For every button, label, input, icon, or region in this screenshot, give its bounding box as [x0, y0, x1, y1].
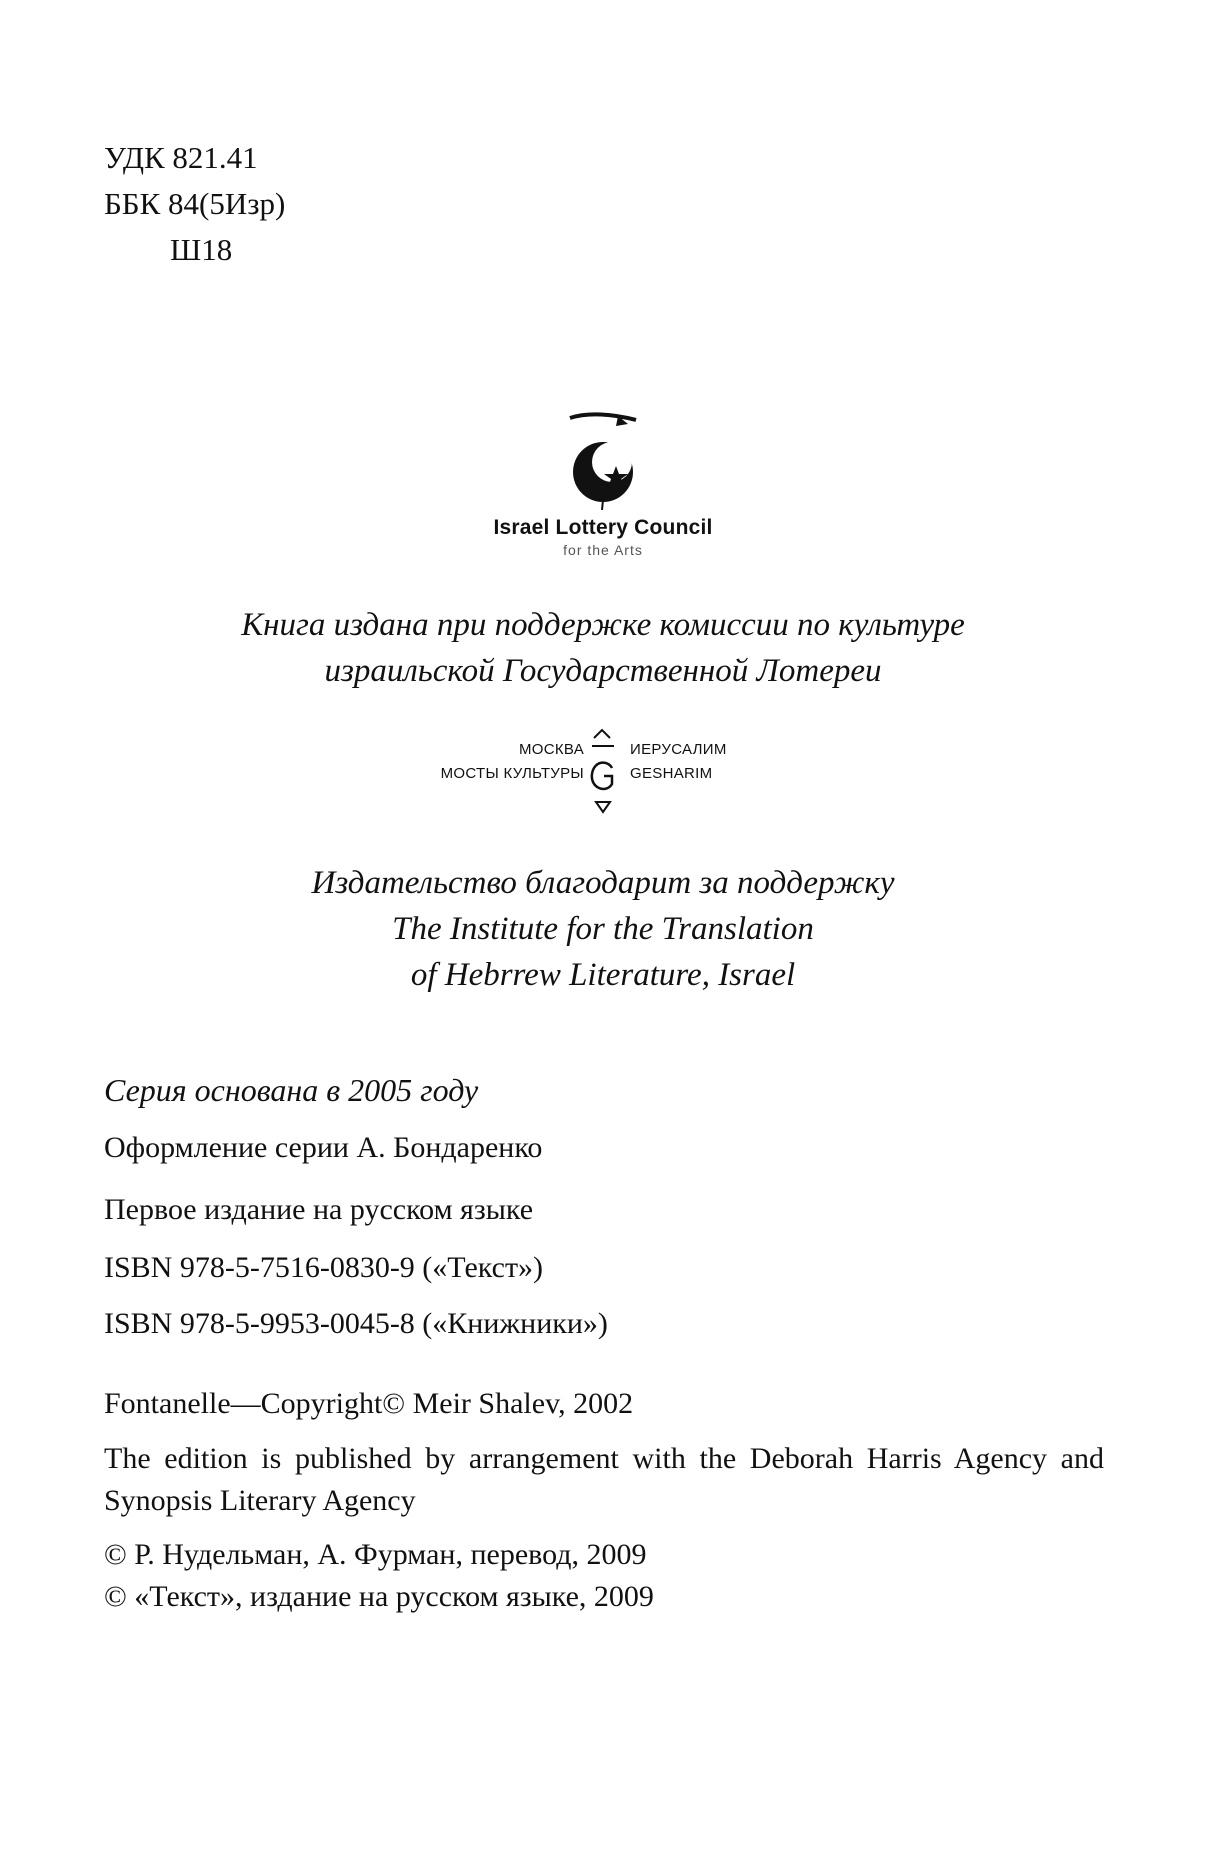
support-note-line: израильской Государственной Лотереи — [324, 653, 882, 689]
lottery-council-logo — [0, 410, 1206, 558]
thanks-note-line: The Institute for the Translation — [392, 911, 814, 947]
gesharim-name-label: GESHARIM — [630, 765, 713, 782]
gesharim-right-text — [630, 738, 727, 786]
publisher-copyright: © «Текст», издание на русском языке, 2009 — [104, 1580, 654, 1613]
thanks-note — [0, 860, 1206, 998]
gesharim-logo — [0, 720, 1206, 816]
edition-arrangement: The edition is published by arrangement with the Deborah Harris Agency and Synopsis Literary Agency — [104, 1442, 1104, 1517]
support-note — [0, 602, 1206, 694]
gesharim-bridges-label: МОСТЫ КУЛЬТУРЫ — [440, 765, 584, 782]
isbn-tekst: ISBN 978-5-7516-0830-9 («Текст») — [104, 1251, 544, 1284]
translation-copyright: © Р. Нудельман, А. Фурман, перевод, 2009 — [104, 1538, 647, 1571]
original-copyright: Fontanelle—Copyright© Meir Shalev, 2002 — [104, 1387, 634, 1420]
gesharim-g-icon — [580, 724, 626, 816]
classification-block — [104, 135, 285, 273]
imprint-info — [104, 1068, 1104, 1618]
gesharim-left-text — [441, 738, 584, 786]
author-mark: Ш18 — [170, 232, 233, 267]
gesharim-jerusalem-label: ИЕРУСАЛИМ — [630, 741, 727, 758]
series-design: Оформление серии А. Бондаренко — [104, 1131, 543, 1164]
series-founded: Серия основана в 2005 году — [104, 1072, 479, 1108]
support-note-line: Книга издана при поддержке комиссии по культуре — [241, 607, 965, 643]
isbn-knizhniki: ISBN 978-5-9953-0045-8 («Книжники») — [104, 1307, 608, 1340]
thanks-note-line: Издательство благодарит за поддержку — [311, 865, 895, 901]
udk-code: УДК 821.41 — [104, 140, 258, 175]
lottery-council-subtitle: for the Arts — [563, 542, 643, 558]
thanks-note-line: of Hebrrew Literature, Israel — [410, 957, 796, 993]
lottery-council-name: Israel Lottery Council — [493, 516, 713, 539]
bbk-code: ББК 84(5Изр) — [104, 186, 286, 221]
lottery-council-emblem-icon — [558, 410, 648, 510]
gesharim-moscow-label: МОСКВА — [518, 741, 584, 758]
first-edition: Первое издание на русском языке — [104, 1193, 534, 1226]
